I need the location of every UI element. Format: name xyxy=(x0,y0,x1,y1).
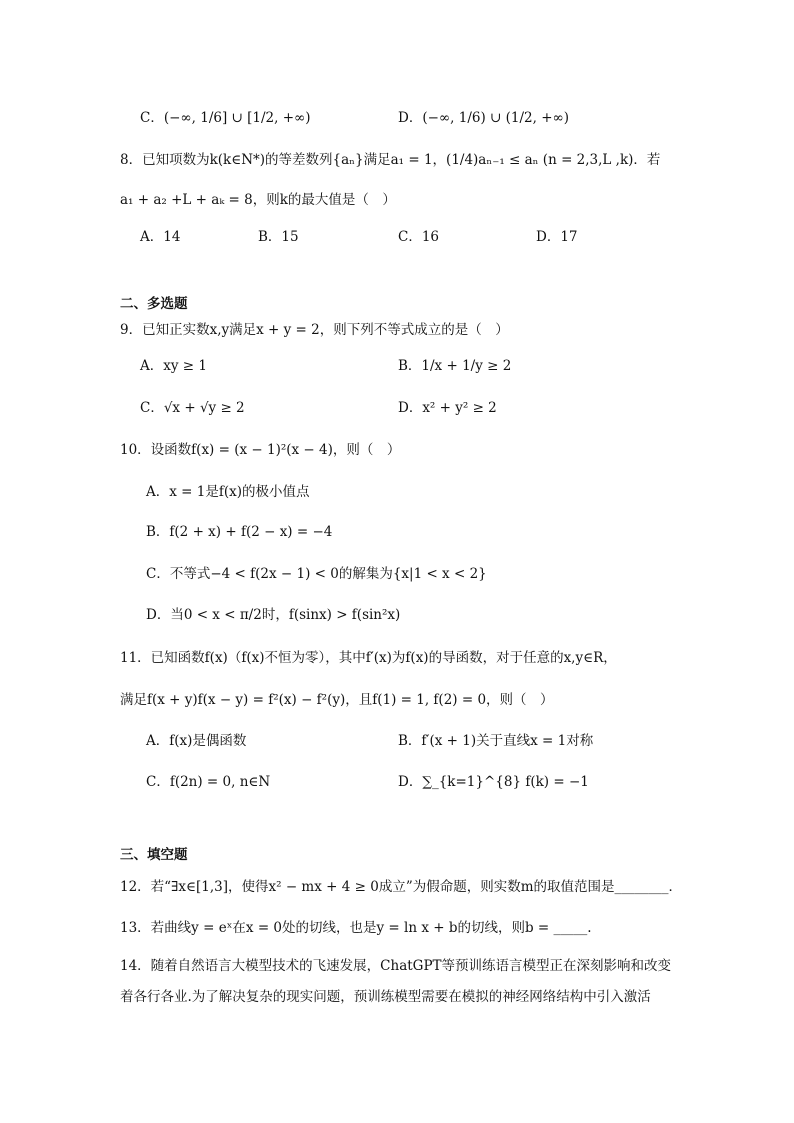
q9-option-a: A．xy ≥ 1 xyxy=(140,358,207,374)
q11-option-c: C．f(2n) = 0, n∈N xyxy=(146,774,271,790)
q11-stem-line2: 满足f(x + y)f(x − y) = f²(x) − f²(y)，且f(1) = 1, f(2) = 0，则（ ） xyxy=(120,692,554,708)
q9-stem: 9．已知正实数x,y满足x + y = 2，则下列不等式成立的是（ ） xyxy=(120,322,509,338)
q8-option-b: B．15 xyxy=(258,229,299,245)
q8-option-d: D．17 xyxy=(536,229,578,245)
q10-stem: 10．设函数f(x) = (x − 1)²(x − 4)，则（ ） xyxy=(120,442,401,458)
q8-stem-line2: a₁ + a₂ +L + aₖ = 8，则k的最大值是（ ） xyxy=(120,192,396,208)
q9-option-b: B．1/x + 1/y ≥ 2 xyxy=(398,358,512,374)
section-heading-fill-in: 三、填空题 xyxy=(120,847,188,863)
section-heading-multiple-choice: 二、多选题 xyxy=(120,296,188,312)
q11-option-d: D．∑_{k=1}^{8} f(k) = −1 xyxy=(398,774,589,790)
q9-option-d: D．x² + y² ≥ 2 xyxy=(398,400,497,416)
q11-option-b: B．f′(x + 1)关于直线x = 1对称 xyxy=(398,733,594,749)
q9-option-c: C．√x + √y ≥ 2 xyxy=(140,400,245,416)
q7-option-d: D．(−∞, 1/6) ∪ (1/2, +∞) xyxy=(398,110,570,126)
q10-option-b: B．f(2 + x) + f(2 − x) = −4 xyxy=(146,524,333,540)
q8-stem-line1: 8．已知项数为k(k∈N*)的等差数列{aₙ}满足a₁ = 1，(1/4)aₙ₋₁ ≤ aₙ (n = 2,3,L ,k)．若 xyxy=(120,152,661,168)
q10-option-d: D．当0 < x < π/2时，f(sinx) > f(sin²x) xyxy=(146,607,401,623)
q10-option-a: A．x = 1是f(x)的极小值点 xyxy=(146,484,310,500)
q13-stem: 13．若曲线y = eˣ在x = 0处的切线，也是y = ln x + b的切线，则b = _____. xyxy=(120,920,592,936)
q12-stem: 12．若“∃x∈[1,3]，使得x² − mx + 4 ≥ 0成立”为假命题，则实数m的取值范围是________． xyxy=(120,879,683,895)
q8-option-c: C．16 xyxy=(398,229,440,245)
q10-option-c: C．不等式−4 < f(2x − 1) < 0的解集为{x|1 < x < 2} xyxy=(146,566,487,582)
q7-option-c: C．(−∞, 1/6] ∪ [1/2, +∞) xyxy=(140,110,311,126)
q14-stem-line2: 着各行各业.为了解决复杂的现实问题，预训练模型需要在模拟的神经网络结构中引入激活 xyxy=(120,989,651,1005)
q8-option-a: A．14 xyxy=(140,229,181,245)
q14-stem-line1: 14．随着自然语言大模型技术的飞速发展，ChatGPT等预训练语言模型正在深刻影响和改变 xyxy=(120,958,672,974)
q11-stem-line1: 11．已知函数f(x)（f(x)不恒为零），其中f′(x)为f(x)的导函数，对于任意的x,y∈R， xyxy=(120,650,617,666)
q11-option-a: A．f(x)是偶函数 xyxy=(146,733,247,749)
